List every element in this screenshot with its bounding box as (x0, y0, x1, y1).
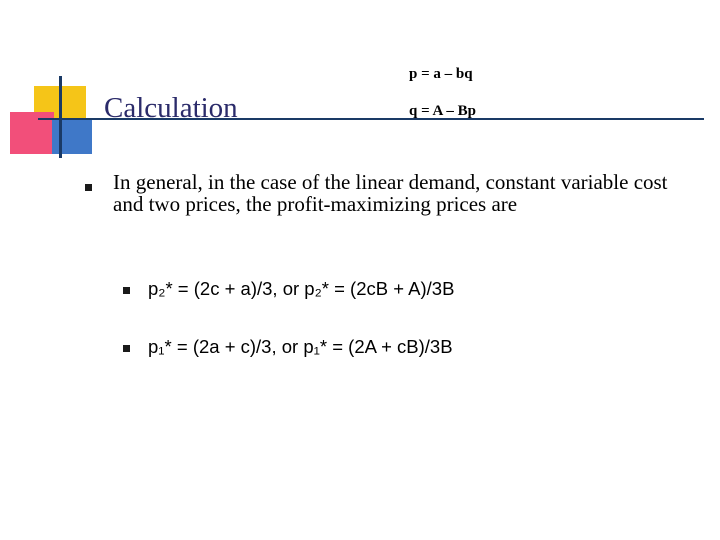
inverse-demand-equation: q = A – Bp (409, 103, 476, 119)
demand-equation: p = a – bq (409, 66, 473, 82)
main-paragraph: In general, in the case of the linear demand, constant variable cost and two prices, the profit-maximizing prices are (113, 170, 668, 216)
formula-p1: p₁* = (2a + c)/3, or p₁* = (2A + cB)/3B (148, 336, 453, 357)
decor-vertical-line (59, 76, 62, 158)
decor-blue-square (52, 118, 92, 154)
bullet-icon (123, 287, 130, 294)
formula-p2: p₂* = (2c + a)/3, or p₂* = (2cB + A)/3B (148, 278, 455, 299)
bullet-icon (123, 345, 130, 352)
slide-title: Calculation (104, 92, 238, 124)
bullet-icon (85, 184, 92, 191)
